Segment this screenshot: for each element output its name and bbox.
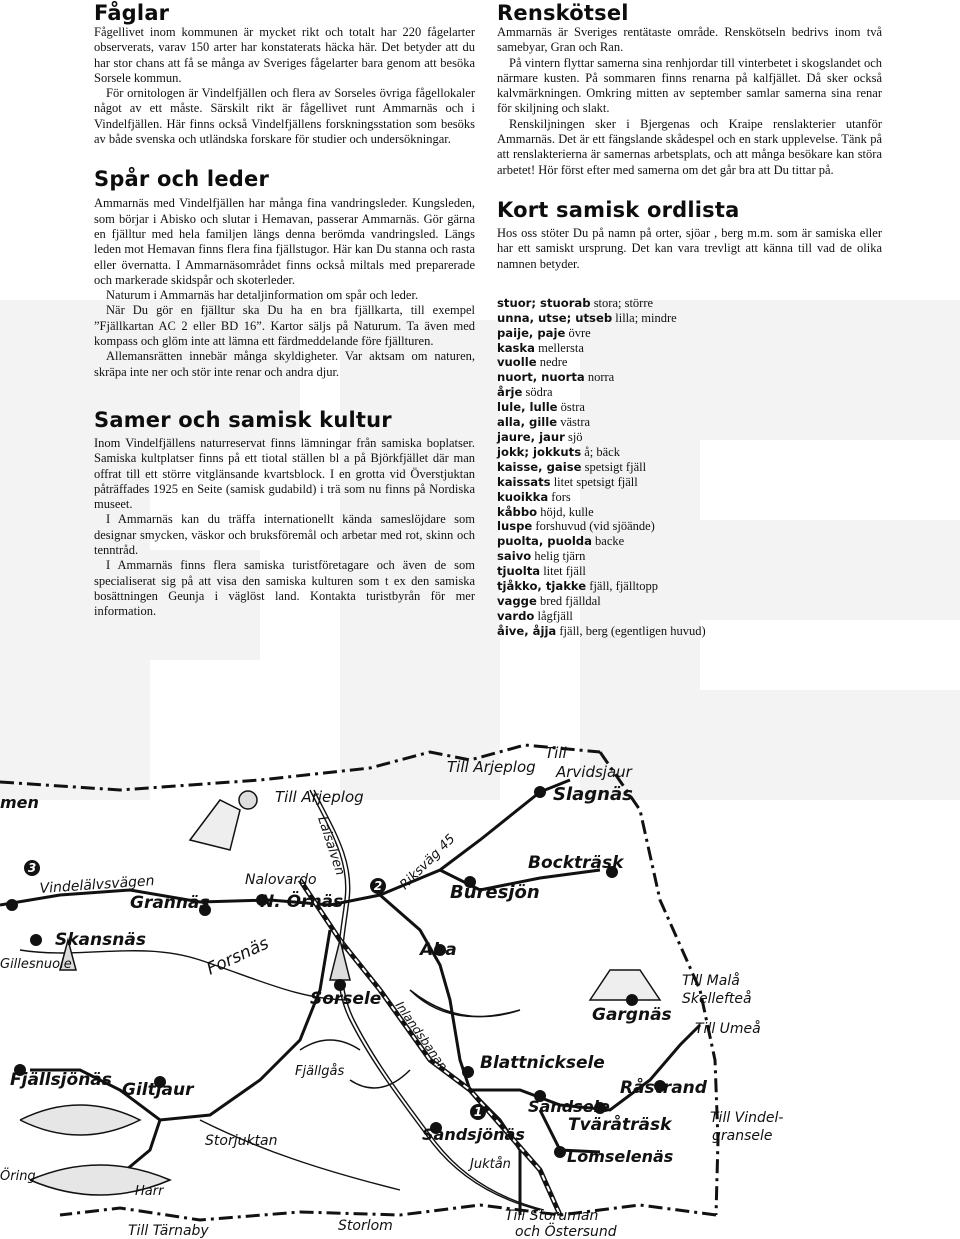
label-sorsele: Sorsele <box>310 989 382 1009</box>
glossary-meaning: östra <box>560 400 585 415</box>
glossary-item <box>497 355 882 370</box>
glossary-meaning: västra <box>560 415 591 430</box>
label-lomselenas: Lomselenäs <box>567 1147 674 1166</box>
label-vindelalvsvagen: Vindelälvsvägen <box>39 873 156 897</box>
glossary-term: jaure, jaur <box>497 430 565 445</box>
glossary-item <box>497 460 882 475</box>
label-till-umea: Till Umeå <box>695 1021 761 1037</box>
map-labels <box>0 744 783 1239</box>
glossary-meaning: stora; större <box>593 295 654 310</box>
label-tvaratrask: Tväråträsk <box>568 1115 672 1135</box>
glossary-meaning: backe <box>595 534 625 549</box>
glossary-item <box>497 490 882 505</box>
glossary-meaning: övre <box>568 325 591 340</box>
badge-2: 2 <box>373 879 383 893</box>
glossary-item <box>497 475 882 490</box>
faglar-paragraph: Fågellivet inom kommunen är mycket rikt och totalt har 220 fågelarter observerats, varav 150 arter har konstaterats häcka här. Det betyder att du har stor chans att få se många av Sveriges fågelarter bara genom att besöka Sorsele kommun. <box>94 25 475 85</box>
glossary-meaning: spetsigt fjäll <box>584 459 647 474</box>
glossary-item <box>497 341 882 356</box>
glossary-item <box>497 594 882 609</box>
glossary-term: puolta, puolda <box>497 534 592 549</box>
glossary-meaning: lilla; mindre <box>615 310 677 325</box>
label-till-tarnaby: Till Tärnaby <box>128 1223 209 1239</box>
glossary-meaning: höjd, kulle <box>540 504 594 519</box>
label-arvidsjaur: Arvidsjaur <box>556 763 632 781</box>
label-slagnas: Slagnäs <box>553 784 633 805</box>
glossary-item <box>497 296 882 311</box>
label-juktan: Juktån <box>470 1157 511 1172</box>
glossary-term: kuoikka <box>497 489 549 504</box>
town-dot <box>462 1066 474 1078</box>
glossary-term: paije, paje <box>497 325 566 340</box>
glossary-term: nuort, nuorta <box>497 370 585 385</box>
glossary-meaning: södra <box>525 385 553 400</box>
glossary-list <box>497 296 882 639</box>
heading-samer: Samer och samisk kultur <box>94 407 392 432</box>
town-dot <box>6 899 18 911</box>
label-till-arjeplog-top: Till Arjeplog <box>447 758 536 776</box>
heading-spar-och-leder: Spår och leder <box>94 167 270 192</box>
glossary-item <box>497 564 882 579</box>
glossary-term: saivo <box>497 549 532 564</box>
label-till-arjeplog-left: Till Arjeplog <box>275 788 364 806</box>
glossary-term: stuor; stuorab <box>497 295 591 310</box>
label-forsnas: Forsnäs <box>203 933 273 980</box>
glossary-meaning: litet spetsigt fjäll <box>553 474 638 489</box>
samer-paragraph: I Ammarnäs kan du träffa internationellt kända sameslöjdare som designar smycken, väskor och bruksföremål och arbetar med rot, skinn och tenntråd. <box>94 512 475 558</box>
label-till-mala: Till Malå <box>682 973 740 989</box>
badge-1: 1 <box>473 1105 483 1119</box>
heading-renskotsel: Renskötsel <box>497 1 629 25</box>
label-skelleftea: Skellefteå <box>682 991 752 1007</box>
glossary-item <box>497 370 882 385</box>
glossary-meaning: mellersta <box>538 340 584 355</box>
glossary-term: vuolle <box>497 355 537 370</box>
label-rastrand: Råstrand <box>620 1078 707 1098</box>
samer-paragraph: Inom Vindelfjällens naturreservat finns lämningar från samiska boplatser. Samiska kultplatser finns på ett tiotal ställen bl a på Björkfjället där man offrat till ett större vitglänsande kvartsblock. I en grotta vid Överstjuktan påträffades 1925 en Seite (samisk gudabild) i trä som nu finns på Nordiska museet. <box>94 435 475 512</box>
glossary-meaning: bred fjälldal <box>539 593 601 608</box>
glossary-item <box>497 505 882 520</box>
glossary-term: årje <box>497 385 523 400</box>
faglar-paragraph: För ornitologen är Vindelfjällen och flera av Sorseles övriga fågellokaler något av ett måste. Särskilt rikt är fågellivet runt Ammarnäs och i Vindelfjällen. Här finns också Vindelfjällens forskningsstation som besöks av både svenska och utländska forskare för studier och undersökningar. <box>94 86 475 147</box>
glossary-item <box>497 534 882 549</box>
glossary-term: kaissats <box>497 474 551 489</box>
glossary-item <box>497 326 882 341</box>
label-till-storuman: Till Storuman <box>505 1208 599 1224</box>
glossary-item <box>497 445 882 460</box>
label-till-vindel: Till Vindel- <box>710 1110 784 1126</box>
label-nalovardo: Nalovardo <box>245 872 317 888</box>
spar-paragraph: Allemansrätten innebär många skyldigheter. Var aktsam om naturen, skräpa inte ner och stör inte renar och andra djur. <box>94 349 475 379</box>
glossary-meaning: forshuvud (vid sjöände) <box>535 519 655 534</box>
badge-3: 3 <box>27 861 37 875</box>
glossary-meaning: norra <box>587 370 615 385</box>
glossary-meaning: sjö <box>567 430 583 445</box>
label-giltjaur: Giltjaur <box>122 1080 194 1100</box>
glossary-term: tjuolta <box>497 564 541 579</box>
glossary-item <box>497 385 882 400</box>
regional-map <box>0 730 960 1239</box>
samer-paragraph: I Ammarnäs finns flera samiska turistföretagare och även de som specialiserat sig på att visa den samiska kulturen som t ex den samiska bosättningen Geunja i väglöst land. Kontakta turistbyrån för mer information. <box>94 558 475 619</box>
spar-paragraph: När Du gör en fjälltur ska Du ha en bra fjällkarta, till exempel ”Fjällkartan AC 2 eller BD 16”. Kartor säljs på Naturum. Ta även med kompass och glöm inte att lämna ett färdmeddelande före fjällturen. <box>94 303 475 349</box>
renskotsel-paragraph: Renskiljningen sker i Bjergenas och Kraipe renslakterier utanför Ammarnäs. Det är ett fängslande skådespel och en stark upplevelse. Tänk på att renslakterierna är samernas arbetsplats, och att många besökare kan störa arbetet! Hör först efter med samerna om det går bra att Du tittar på. <box>497 116 882 177</box>
label-riksvag: Riksväg 45 <box>397 831 459 893</box>
glossary-term: unna, utse; utseb <box>497 310 613 325</box>
label-men: men <box>0 793 39 812</box>
renskotsel-paragraph: Ammarnäs är Sveriges rentätaste område. Renskötseln bedrivs inom två samebyar, Gran och Ran. <box>497 25 882 55</box>
label-och-ostersund: och Östersund <box>515 1224 617 1239</box>
label-gillesnuole: Gillesnuole <box>0 957 72 972</box>
label-grannas: Grannäs <box>130 893 210 913</box>
glossary-meaning: helig tjärn <box>534 549 586 564</box>
label-n-ornas: N. Örnäs <box>260 892 344 912</box>
town-dot <box>554 1146 566 1158</box>
label-harr: Harr <box>135 1184 164 1199</box>
glossary-meaning: å; bäck <box>584 444 620 459</box>
glossary-meaning: fors <box>551 489 571 504</box>
glossary-meaning: nedre <box>539 355 568 370</box>
town-dot <box>534 786 546 798</box>
label-fjallsjonas: Fjällsjönäs <box>10 1070 112 1090</box>
renskotsel-paragraph: På vintern flyttar samerna sina renhjordar till vinterbetet i skogslandet och närmare kusten. På sommaren finns renarna på kalfjället. Då sker också kalvmärkningen. Omkring mitten av september samlar samerna sina renar för skiljning och slakt. <box>497 55 882 116</box>
glossary-item <box>497 430 882 445</box>
glossary-item <box>497 400 882 415</box>
label-blattnicksele: Blattnicksele <box>480 1053 605 1073</box>
label-buresjon: Buresjön <box>450 882 540 903</box>
glossary-term: vardo <box>497 608 535 623</box>
spar-paragraph: Ammarnäs med Vindelfjällen har många fina vandringsleder. Kungsleden, som börjar i Abisko och slutar i Hemavan, passerar Ammarnäs. Gör gärna en fjälltur med hela familjen längs denna berömda vandringsled. Längs leden mot Hemavan finns flera fina fjällstugor. Här kan Du stanna och rasta eller övernatta. I Ammarnäsområdet finns också miltals med preparerade och markerade skidspår och skoterleder. <box>94 196 475 287</box>
glossary-term: vagge <box>497 593 537 608</box>
glossary-term: kaisse, gaise <box>497 459 582 474</box>
glossary-item <box>497 415 882 430</box>
label-aha: Aha <box>420 940 457 960</box>
glossary-item <box>497 549 882 564</box>
label-storlom: Storlom <box>338 1218 393 1234</box>
glossary-term: åive, åjja <box>497 623 557 638</box>
label-oring: Öring <box>0 1169 36 1184</box>
label-fjallgas: Fjällgås <box>295 1064 345 1079</box>
glossary-meaning: litet fjäll <box>543 564 586 579</box>
left-column <box>94 0 475 620</box>
glossary-term: lule, lulle <box>497 400 558 415</box>
glossary-meaning: lågfjäll <box>537 608 573 623</box>
glossary-term: jokk; jokkuts <box>497 444 582 459</box>
spar-paragraph: Naturum i Ammarnäs har detaljinformation om spår och leder. <box>106 288 419 303</box>
glossary-term: alla, gille <box>497 415 558 430</box>
label-bocktrask: Bockträsk <box>528 853 624 873</box>
glossary-term: kaska <box>497 340 535 355</box>
glossary-item <box>497 579 882 594</box>
label-gransele: gransele <box>712 1128 773 1144</box>
heading-faglar: Fåglar <box>94 1 170 25</box>
label-gargnas: Gargnäs <box>592 1005 672 1025</box>
label-inlandsbanan: Inlandsbanan <box>392 998 451 1073</box>
label-storjuktan: Storjuktan <box>205 1133 278 1149</box>
glossary-item <box>497 519 882 534</box>
label-sandsjonas: Sandsjönäs <box>422 1125 525 1144</box>
label-till: Till <box>545 744 567 762</box>
glossary-item <box>497 609 882 624</box>
glossary-meaning: fjäll, berg (egentligen huvud) <box>559 623 706 638</box>
label-skansnas: Skansnäs <box>55 930 146 950</box>
ordlista-intro: Hos oss stöter Du på namn på orter, sjöar , berg m.m. som är samiska eller har ett samiskt ursprung. Det kan vara trevligt att känna till vad de olika namnen betyder. <box>497 225 882 271</box>
label-laisalven: Laisälven <box>314 814 348 878</box>
glossary-item <box>497 624 882 639</box>
map-rivers <box>20 790 544 1210</box>
glossary-term: luspe <box>497 519 533 534</box>
glossary-meaning: fjäll, fjälltopp <box>589 579 659 594</box>
right-column <box>497 0 882 639</box>
glossary-item <box>497 311 882 326</box>
glossary-term: tjåkko, tjakke <box>497 579 587 594</box>
heading-ordlista: Kort samisk ordlista <box>497 197 740 222</box>
label-sandsele: Sandsele <box>528 1097 610 1116</box>
town-dot <box>30 934 42 946</box>
glossary-term: kåbbo <box>497 504 538 519</box>
